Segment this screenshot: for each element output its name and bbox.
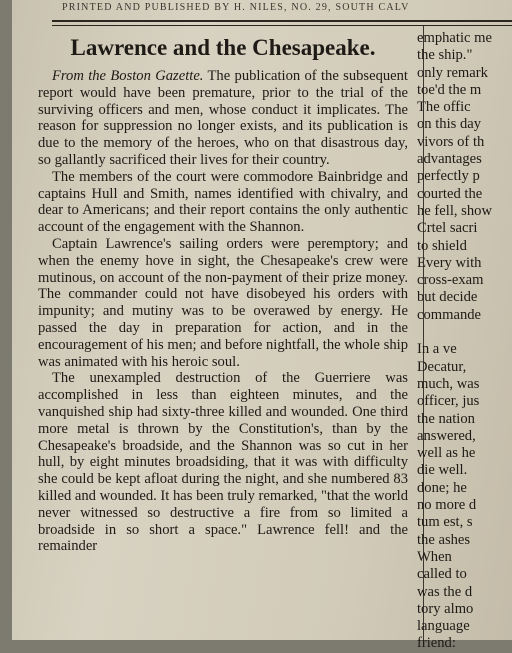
- paragraph-2: The members of the court were commodore Bainbridge and captains Hull and Smith, names identified with chivalry, and dear to Americans; and their report contains the only authentic account of the engagement with the Shannon.: [38, 168, 408, 236]
- side-column-line: Every with: [417, 254, 482, 271]
- side-column-line: The offic: [417, 99, 471, 116]
- side-column-line: much, was: [417, 375, 480, 392]
- article-column: [38, 30, 408, 640]
- side-column-line: well as he: [417, 445, 476, 462]
- side-column-line: only remark: [417, 64, 488, 81]
- side-column-line: done; he: [417, 479, 467, 496]
- side-column-line: language: [417, 618, 470, 635]
- article-title: Lawrence and the Chesapeake.: [70, 35, 376, 60]
- side-column-line: the nation: [417, 410, 475, 427]
- side-column-line: tory almo: [417, 600, 474, 617]
- side-column-line: tum est, s: [417, 514, 473, 531]
- side-column-line: the ship.": [417, 47, 473, 64]
- masthead-rule: [52, 20, 512, 26]
- side-column: [417, 30, 512, 652]
- side-column-line: Decatur,: [417, 358, 467, 375]
- side-column-line: emphatic me: [417, 30, 492, 46]
- side-column-line: courted the: [417, 185, 483, 202]
- side-column-line: When: [417, 548, 452, 565]
- side-column-line: advantages: [417, 151, 482, 168]
- article-source: From the Boston Gazette.: [52, 68, 204, 84]
- side-column-line: toe'd the m: [417, 81, 482, 98]
- side-column-line: perfectly p: [417, 168, 480, 185]
- paragraph-1: [38, 68, 408, 169]
- side-column-line: called to: [417, 566, 467, 583]
- side-column-line: cross-exam: [417, 272, 484, 289]
- side-column-line: was the d: [417, 583, 473, 600]
- side-column-line: commande: [417, 306, 482, 323]
- side-column-line: but decide: [417, 289, 478, 306]
- side-column-line: the ashes: [417, 531, 471, 548]
- side-column-line: answered,: [417, 427, 476, 444]
- paragraph-3: Captain Lawrence's sailing orders were peremptory; and when the enemy hove in sight, the Chesapeake's crew were mutinous, on account of the non-payment of their prize money. The commander could not have disobeyed his orders with impunity; and mutiny was to be overawed by energy. He passed the day in preparation for action, and in the encouragement of his men; and before nightfall, the whole ship was animated with his heroic soul.: [38, 235, 408, 370]
- side-column-line: die well.: [417, 462, 468, 479]
- side-column-line: no more d: [417, 497, 477, 514]
- masthead: PRINTED AND PUBLISHED BY H. NILES, NO. 29, SOUTH CALV: [62, 2, 410, 13]
- side-column-line: In a ve: [417, 341, 457, 358]
- paragraph-4: The unexampled destruction of the Guerriere was accomplished in less than eighteen minutes, and the vanquished ship had sixty-three killed and wounded. One third more metal is thrown by the Constitution's, than by the Chesapeake's broadside, and the Shannon was so cut in her hull, by eight minutes broadsiding, that it was with difficulty she could be kept afloat during the night, and she numbered 83 killed and wounded. It has been truly remarked, "that the world never witnessed so destructive a fire from so limited a broadside in so short a space." Lawrence fell! and the remainder: [38, 370, 408, 555]
- side-column-line: officer, jus: [417, 393, 480, 410]
- side-column-line: on this day: [417, 116, 482, 133]
- side-column-line: to shield: [417, 237, 467, 254]
- side-column-line: friend:: [417, 635, 456, 652]
- side-column-line: vivors of th: [417, 133, 485, 150]
- side-column-line: he fell, show: [417, 202, 492, 219]
- paragraph-1-text: The publication of the subsequent report would have been premature, prior to the trial of the surviving officers and men, whose conduct it implicates. The reason for suppression no longer exists, and its publication is due to the memory of the heroes, who on that disastrous day, so gallantly sacrificed their lives for their country.: [38, 68, 408, 168]
- side-column-line: [417, 324, 512, 341]
- side-column-line: Crtel sacri: [417, 220, 478, 237]
